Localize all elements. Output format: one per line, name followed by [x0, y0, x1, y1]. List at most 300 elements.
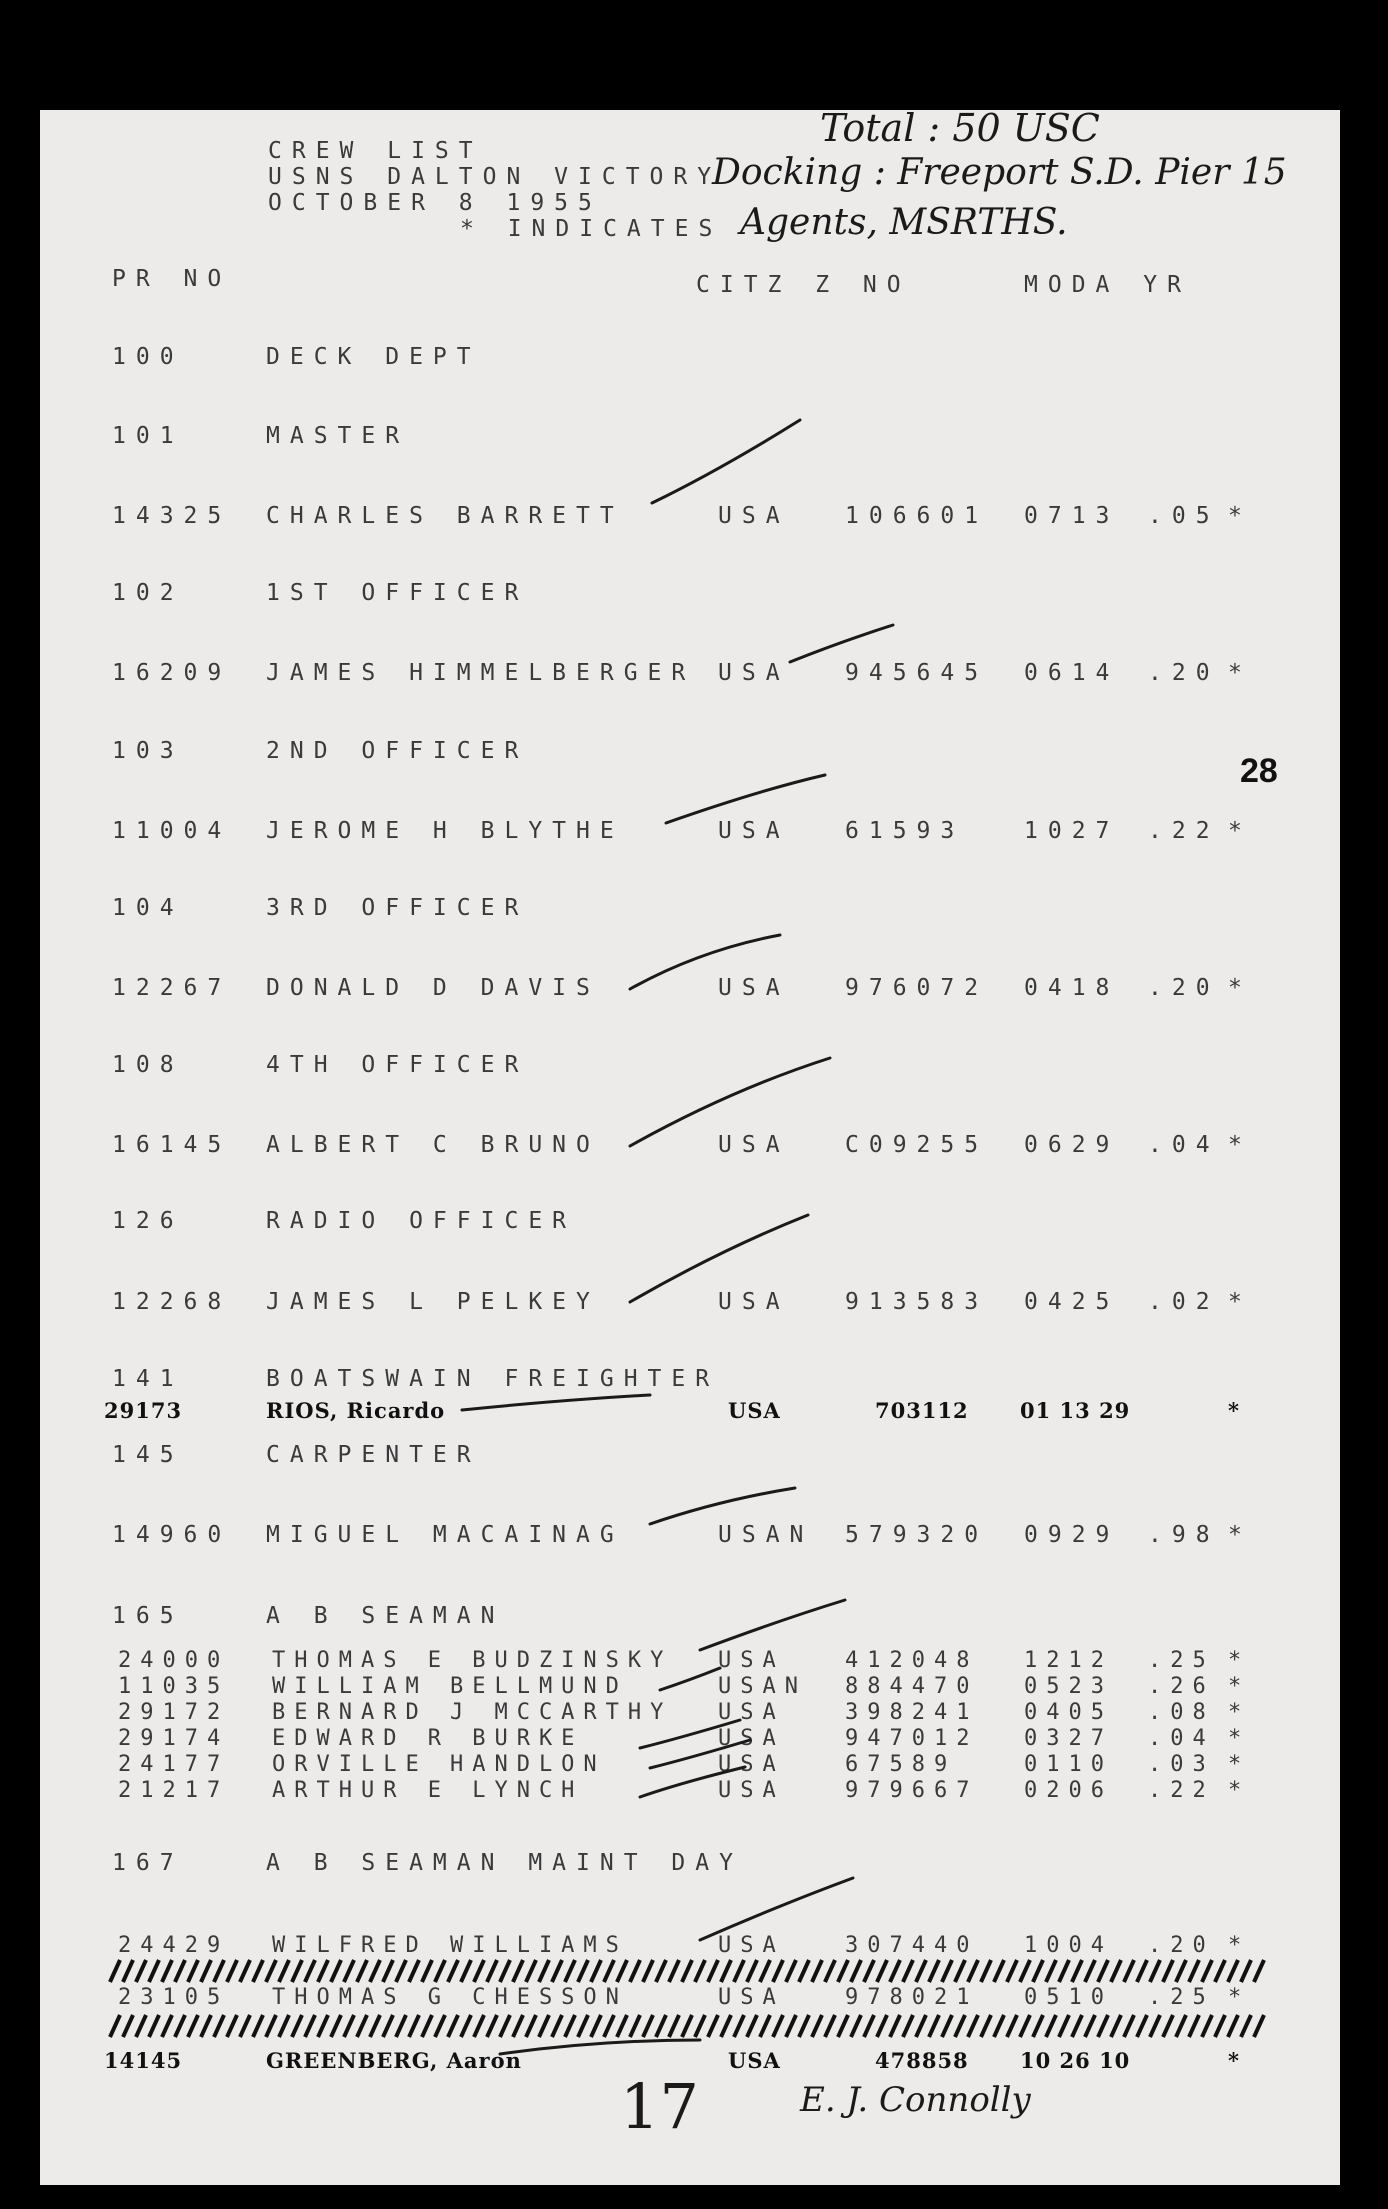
strikeout-mark	[851, 2015, 861, 2037]
crew-citz: USA	[718, 1726, 785, 1751]
strikeout-mark	[669, 1960, 679, 1982]
crew-moda: 0327	[1024, 1726, 1113, 1751]
strikeout-mark	[825, 2015, 835, 2037]
strikeout-mark	[513, 2015, 523, 2037]
crew-moda: 0206	[1024, 1778, 1113, 1803]
crew-yr: .22	[1148, 1778, 1215, 1803]
crew-mark: *	[1228, 503, 1252, 529]
crew-pr: 24429	[118, 1933, 230, 1958]
strikeout-mark	[955, 2015, 965, 2037]
strikeout-mark	[240, 1960, 250, 1982]
crew-name: JEROME H BLYTHE	[266, 818, 624, 844]
strikeout-mark	[175, 2015, 185, 2037]
strikeout-mark	[227, 1960, 237, 1982]
strikeout-mark	[253, 1960, 263, 1982]
crew-moda: 0405	[1024, 1700, 1113, 1725]
annotation-docking: Docking : Freeport S.D. Pier 15	[712, 152, 1287, 193]
strikeout-mark	[422, 2015, 432, 2037]
strikeout-mark	[292, 2015, 302, 2037]
dept-code: 108	[112, 1052, 184, 1078]
strikeout-mark	[1189, 1960, 1199, 1982]
strikeout-mark	[799, 2015, 809, 2037]
dept-name: MASTER	[266, 423, 410, 449]
crew-name: RIOS, Ricardo	[266, 1398, 446, 1423]
crew-name: GREENBERG, Aaron	[266, 2048, 522, 2073]
strikeout-mark	[1007, 2015, 1017, 2037]
crew-citz: USA	[718, 1933, 785, 1958]
strikeout-mark	[695, 1960, 705, 1982]
strikeout-mark	[344, 2015, 354, 2037]
crew-citz: USA	[718, 818, 790, 844]
strikeout-mark	[370, 2015, 380, 2037]
strikeout-mark	[448, 2015, 458, 2037]
strikeout-mark	[526, 2015, 536, 2037]
strikeout-mark	[1137, 2015, 1147, 2037]
strikeout-mark	[1228, 2015, 1238, 2037]
strikeout-mark	[1254, 1960, 1264, 1982]
crew-zno: 478858	[875, 2048, 969, 2073]
crew-pr: 12268	[112, 1289, 232, 1315]
strikeout-mark	[1241, 2015, 1251, 2037]
strikeout-mark	[838, 1960, 848, 1982]
crew-moda: 0510	[1024, 1985, 1113, 2010]
strikeout-mark	[838, 2015, 848, 2037]
crew-name: WILFRED WILLIAMS	[272, 1933, 628, 1958]
crew-yr: .20	[1148, 975, 1220, 1001]
strikeout-mark	[188, 1960, 198, 1982]
strikeout-mark	[1150, 1960, 1160, 1982]
dept-name: 1ST OFFICER	[266, 580, 529, 606]
crew-yr: .20	[1148, 660, 1220, 686]
dept-name: A B SEAMAN	[266, 1603, 505, 1629]
strikeout-mark	[461, 2015, 471, 2037]
strikeout-mark	[760, 1960, 770, 1982]
crew-pr: 16145	[112, 1132, 232, 1158]
strikeout-mark	[1085, 2015, 1095, 2037]
strikeout-mark	[487, 2015, 497, 2037]
strikeout-mark	[812, 2015, 822, 2037]
strikeout-mark	[357, 1960, 367, 1982]
strikeout-mark	[435, 1960, 445, 1982]
strikeout-mark	[1228, 1960, 1238, 1982]
strikeout-mark	[747, 2015, 757, 2037]
strikeout-mark	[1254, 2015, 1264, 2037]
strikeout-mark	[513, 1960, 523, 1982]
strikeout-mark	[929, 1960, 939, 1982]
strikeout-mark	[123, 2015, 133, 2037]
strikeout-mark	[734, 1960, 744, 1982]
crew-mark: *	[1228, 818, 1252, 844]
strikeout-mark	[1046, 2015, 1056, 2037]
crew-citz: USA	[728, 1398, 781, 1423]
crew-name: ORVILLE HANDLON	[272, 1752, 606, 1777]
crew-yr: .02	[1148, 1289, 1220, 1315]
strikeout-mark	[565, 2015, 575, 2037]
crew-citz: USA	[718, 660, 790, 686]
crew-yr: .22	[1148, 818, 1220, 844]
strikeout-mark	[1020, 2015, 1030, 2037]
strikeout-mark	[916, 1960, 926, 1982]
strikeout-mark	[292, 1960, 302, 1982]
strikeout-mark	[409, 1960, 419, 1982]
crew-yr: .03	[1148, 1752, 1215, 1777]
strikeout-mark	[929, 2015, 939, 2037]
crew-pr: 14145	[104, 2048, 183, 2073]
crew-yr: .04	[1148, 1132, 1220, 1158]
crew-pr: 29174	[118, 1726, 230, 1751]
strikeout-mark	[903, 2015, 913, 2037]
strikeout-mark	[1150, 2015, 1160, 2037]
strikeout-mark	[110, 1960, 120, 1982]
strikeout-mark	[344, 1960, 354, 1982]
strikeout-mark	[1085, 1960, 1095, 1982]
crew-name: EDWARD R BURKE	[272, 1726, 584, 1751]
annotation-total: Total : 50 USC	[820, 106, 1100, 150]
strikeout-mark	[708, 2015, 718, 2037]
crew-zno: 412048	[845, 1648, 979, 1673]
dept-name: A B SEAMAN MAINT DAY	[266, 1850, 743, 1876]
strikeout-mark	[786, 2015, 796, 2037]
crew-mark: *	[1228, 2048, 1240, 2073]
crew-zno: 913583	[845, 1289, 989, 1315]
strikeout-mark	[266, 2015, 276, 2037]
strikeout-mark	[474, 1960, 484, 1982]
strikeout-mark	[851, 1960, 861, 1982]
crew-zno: 703112	[875, 1398, 969, 1423]
strikeout-mark	[578, 1960, 588, 1982]
crew-zno: 884470	[845, 1674, 979, 1699]
strikeout-mark	[630, 2015, 640, 2037]
strikeout-mark	[1098, 2015, 1108, 2037]
crew-mark: *	[1228, 1933, 1251, 1958]
crew-pr: 16209	[112, 660, 232, 686]
strikeout-mark	[1176, 2015, 1186, 2037]
strikeout-mark	[227, 2015, 237, 2037]
crew-moda: 1004	[1024, 1933, 1113, 1958]
crew-mark: *	[1228, 1752, 1251, 1777]
strikeout-mark	[175, 1960, 185, 1982]
strikeout-mark	[331, 2015, 341, 2037]
crew-mark: *	[1228, 1289, 1252, 1315]
dept-code: 141	[112, 1366, 184, 1392]
dept-code: 165	[112, 1603, 184, 1629]
dept-code: 104	[112, 895, 184, 921]
strikeout-mark	[864, 2015, 874, 2037]
crew-yr: .08	[1148, 1700, 1215, 1725]
strikeout-mark	[1124, 2015, 1134, 2037]
crew-yr: .20	[1148, 1933, 1215, 1958]
strikeout-mark	[981, 2015, 991, 2037]
strikeout-mark	[1137, 1960, 1147, 1982]
crew-mark: *	[1228, 1648, 1251, 1673]
crew-zno: 307440	[845, 1933, 979, 1958]
crew-citz: USA	[718, 1132, 790, 1158]
crew-moda: 0929	[1024, 1522, 1120, 1548]
strikeout-mark	[968, 1960, 978, 1982]
col-header-citz-z-no: CITZ Z NO	[696, 272, 911, 298]
dept-code: 102	[112, 580, 184, 606]
crew-mark: *	[1228, 1726, 1251, 1751]
strikeout-mark	[1072, 2015, 1082, 2037]
strikeout-mark	[799, 1960, 809, 1982]
strikeout-mark	[604, 1960, 614, 1982]
strikeout-mark	[812, 1960, 822, 1982]
annotation-bottom: 17	[620, 2070, 699, 2143]
strikeout-mark	[1163, 2015, 1173, 2037]
crew-mark: *	[1228, 1522, 1252, 1548]
crew-moda: 0418	[1024, 975, 1120, 1001]
crew-citz: USA	[718, 1648, 785, 1673]
strikeout-mark	[565, 1960, 575, 1982]
strikeout-mark	[890, 2015, 900, 2037]
dept-name: RADIO OFFICER	[266, 1208, 577, 1234]
crew-zno: 945645	[845, 660, 989, 686]
strikeout-mark	[500, 1960, 510, 1982]
dept-code: 100	[112, 344, 184, 370]
crew-yr: .04	[1148, 1726, 1215, 1751]
strikeout-mark	[318, 1960, 328, 1982]
crew-name: WILLIAM BELLMUND	[272, 1674, 628, 1699]
strikeout-mark	[1111, 2015, 1121, 2037]
crew-zno: 106601	[845, 503, 989, 529]
header-title: CREW LIST	[268, 138, 483, 164]
crew-citz: USA	[718, 975, 790, 1001]
strikeout-mark	[825, 1960, 835, 1982]
strikeout-mark	[734, 2015, 744, 2037]
strikeout-mark	[149, 2015, 159, 2037]
strikeout-mark	[383, 2015, 393, 2037]
dept-name: CARPENTER	[266, 1442, 481, 1468]
strikeout-mark	[656, 1960, 666, 1982]
strikeout-mark	[162, 2015, 172, 2037]
strikeout-mark	[656, 2015, 666, 2037]
strikeout-mark	[136, 2015, 146, 2037]
strikeout-mark	[1020, 1960, 1030, 1982]
strikeout-mark	[630, 1960, 640, 1982]
crew-zno: 67589	[845, 1752, 957, 1777]
strikeout-mark	[760, 2015, 770, 2037]
crew-name: CHARLES BARRETT	[266, 503, 624, 529]
crew-name: BERNARD J MCCARTHY	[272, 1700, 673, 1725]
strikeout-mark	[422, 1960, 432, 1982]
crew-name: THOMAS G CHESSON	[272, 1985, 628, 2010]
crew-moda: 1027	[1024, 818, 1120, 844]
crew-mark: *	[1228, 1985, 1251, 2010]
strikeout-mark	[877, 2015, 887, 2037]
crew-mark: *	[1228, 975, 1252, 1001]
strikeout-mark	[786, 1960, 796, 1982]
crew-moda: 0629	[1024, 1132, 1120, 1158]
strikeout-mark	[591, 1960, 601, 1982]
strikeout-mark	[994, 1960, 1004, 1982]
crew-name: ARTHUR E LYNCH	[272, 1778, 584, 1803]
col-header-pr-no: PR NO	[112, 266, 232, 292]
strikeout-mark	[1241, 1960, 1251, 1982]
dept-name: 4TH OFFICER	[266, 1052, 529, 1078]
strikeout-mark	[1059, 1960, 1069, 1982]
crew-yr: .25	[1148, 1985, 1215, 2010]
strikeout-mark	[474, 2015, 484, 2037]
strikeout-mark	[773, 1960, 783, 1982]
crew-moda: 10 26 10	[1020, 2048, 1131, 2073]
crew-pr: 11035	[118, 1674, 230, 1699]
strikeout-mark	[1033, 1960, 1043, 1982]
header-date: OCTOBER 8 1955	[268, 190, 602, 216]
annotation-agents: Agents, MSRTHS.	[740, 202, 1068, 243]
strikeout-mark	[526, 1960, 536, 1982]
strikeout-mark	[214, 2015, 224, 2037]
strikeout-mark	[201, 2015, 211, 2037]
signature: E. J. Connolly	[800, 2080, 1031, 2120]
crew-citz: USA	[728, 2048, 781, 2073]
crew-name: DONALD D DAVIS	[266, 975, 600, 1001]
crew-mark: *	[1228, 1674, 1251, 1699]
strikeout-mark	[708, 1960, 718, 1982]
strikeout-mark	[552, 1960, 562, 1982]
dept-code: 103	[112, 738, 184, 764]
strikeout-mark	[396, 1960, 406, 1982]
crew-citz: USA	[718, 1985, 785, 2010]
strikeout-mark	[1202, 2015, 1212, 2037]
crew-moda: 0523	[1024, 1674, 1113, 1699]
crew-zno: C09255	[845, 1132, 989, 1158]
strikeout-mark	[643, 2015, 653, 2037]
strikeout-mark	[877, 1960, 887, 1982]
strikeout-mark	[214, 1960, 224, 1982]
crew-citz: USA	[718, 1700, 785, 1725]
dept-code: 167	[112, 1850, 184, 1876]
crew-zno: 579320	[845, 1522, 989, 1548]
strikeout-mark	[383, 1960, 393, 1982]
crew-yr: .25	[1148, 1648, 1215, 1673]
strikeout-mark	[461, 1960, 471, 1982]
strikeout-mark	[916, 2015, 926, 2037]
strikeout-mark	[669, 2015, 679, 2037]
strikeout-mark	[448, 1960, 458, 1982]
crew-zno: 976072	[845, 975, 989, 1001]
strikeout-mark	[552, 2015, 562, 2037]
crew-pr: 21217	[118, 1778, 230, 1803]
crew-citz: USAN	[718, 1674, 807, 1699]
dept-name: 2ND OFFICER	[266, 738, 529, 764]
crew-pr: 14960	[112, 1522, 232, 1548]
strikeout-mark	[1059, 2015, 1069, 2037]
crew-name: ALBERT C BRUNO	[266, 1132, 600, 1158]
crew-pr: 11004	[112, 818, 232, 844]
crew-zno: 978021	[845, 1985, 979, 2010]
strikeout-mark	[162, 1960, 172, 1982]
crew-pr: 24177	[118, 1752, 230, 1777]
strikeout-mark	[1033, 2015, 1043, 2037]
strikeout-mark	[617, 1960, 627, 1982]
crew-moda: 0713	[1024, 503, 1120, 529]
strikeout-mark	[1189, 2015, 1199, 2037]
page-number: 28	[1240, 752, 1278, 790]
strikeout-mark	[357, 2015, 367, 2037]
header-legend: * INDICATES	[460, 216, 723, 242]
strikeout-mark	[149, 1960, 159, 1982]
strikeout-mark	[695, 2015, 705, 2037]
strikeout-mark	[1072, 1960, 1082, 1982]
crew-citz: USAN	[718, 1522, 814, 1548]
crew-mark: *	[1228, 1132, 1252, 1158]
strikeout-mark	[721, 2015, 731, 2037]
strikeout-mark	[578, 2015, 588, 2037]
crew-yr: .26	[1148, 1674, 1215, 1699]
crew-yr: .05	[1148, 503, 1220, 529]
strikeout-mark	[591, 2015, 601, 2037]
strikeout-mark	[279, 2015, 289, 2037]
crew-mark: *	[1228, 1778, 1251, 1803]
crew-name: THOMAS E BUDZINSKY	[272, 1648, 673, 1673]
strikeout-mark	[1111, 1960, 1121, 1982]
dept-name: DECK DEPT	[266, 344, 481, 370]
strikeout-mark	[682, 2015, 692, 2037]
strikeout-mark	[864, 1960, 874, 1982]
strikeout-mark	[539, 1960, 549, 1982]
strikeout-mark	[617, 2015, 627, 2037]
dept-code: 101	[112, 423, 184, 449]
strikeout-mark	[305, 2015, 315, 2037]
strikeout-mark	[721, 1960, 731, 1982]
strikeout-mark	[1046, 1960, 1056, 1982]
crew-pr: 29172	[118, 1700, 230, 1725]
strikeout-mark	[942, 1960, 952, 1982]
strikeout-mark	[981, 1960, 991, 1982]
strikeout-mark	[435, 2015, 445, 2037]
header-vessel: USNS DALTON VICTORY	[268, 164, 722, 190]
crew-moda: 01 13 29	[1020, 1398, 1131, 1423]
strikeout-mark	[539, 2015, 549, 2037]
crew-yr: .98	[1148, 1522, 1220, 1548]
crew-name: MIGUEL MACAINAG	[266, 1522, 624, 1548]
crew-citz: USA	[718, 1289, 790, 1315]
strikeout-mark	[643, 1960, 653, 1982]
strikeout-mark	[955, 1960, 965, 1982]
strikeout-mark	[747, 1960, 757, 1982]
crew-pr: 14325	[112, 503, 232, 529]
crew-zno: 947012	[845, 1726, 979, 1751]
strikeout-mark	[409, 2015, 419, 2037]
strikeout-mark	[682, 1960, 692, 1982]
strikeout-mark	[253, 2015, 263, 2037]
strikeout-mark	[279, 1960, 289, 1982]
strikeout-mark	[890, 1960, 900, 1982]
crew-name: JAMES HIMMELBERGER	[266, 660, 696, 686]
crew-zno: 61593	[845, 818, 965, 844]
crew-moda: 1212	[1024, 1648, 1113, 1673]
strikeout-mark	[331, 1960, 341, 1982]
crew-name: JAMES L PELKEY	[266, 1289, 600, 1315]
crew-zno: 398241	[845, 1700, 979, 1725]
crew-moda: 0425	[1024, 1289, 1120, 1315]
crew-pr: 23105	[118, 1985, 230, 2010]
strikeout-mark	[123, 1960, 133, 1982]
strikeout-mark	[370, 1960, 380, 1982]
strikeout-mark	[266, 1960, 276, 1982]
strikeout-mark	[1124, 1960, 1134, 1982]
crew-pr: 24000	[118, 1648, 230, 1673]
strikeout-mark	[1007, 1960, 1017, 1982]
strikeout-mark	[188, 2015, 198, 2037]
strikeout-mark	[1163, 1960, 1173, 1982]
crew-citz: USA	[718, 503, 790, 529]
strikeout-mark	[1098, 1960, 1108, 1982]
dept-name: 3RD OFFICER	[266, 895, 529, 921]
strikeout-mark	[773, 2015, 783, 2037]
strikeout-mark	[396, 2015, 406, 2037]
crew-citz: USA	[718, 1752, 785, 1777]
